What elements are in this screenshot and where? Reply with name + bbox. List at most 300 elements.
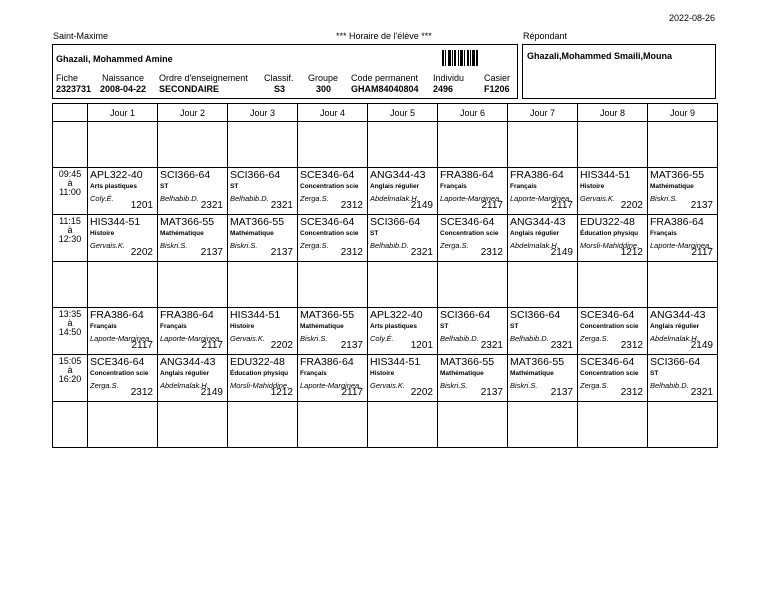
time-line: 15:05 — [58, 356, 82, 366]
empty-cell — [578, 402, 648, 448]
field-value: GHAM84040804 — [351, 84, 419, 94]
course-subject: Histoire — [90, 230, 115, 237]
course-code: SCE346-64 — [90, 356, 145, 368]
course-subject: Histoire — [580, 183, 605, 190]
course-block — [508, 168, 577, 212]
course-block — [368, 308, 437, 352]
course-cell — [438, 215, 508, 262]
day-header: Jour 6 — [438, 104, 508, 122]
course-block — [228, 168, 297, 212]
course-cell — [228, 168, 298, 215]
course-teacher: Abdelmalak.H. — [510, 241, 559, 250]
course-teacher: Belhabib.D. — [230, 194, 269, 203]
course-code: EDU322-48 — [580, 216, 635, 228]
course-teacher: Biskri.S. — [510, 381, 538, 390]
course-cell — [298, 215, 368, 262]
course-code: HIS344-51 — [230, 309, 281, 321]
course-block — [438, 168, 507, 212]
field-label: Groupe — [308, 73, 339, 83]
empty-period-row — [53, 262, 718, 308]
time-line: 11:15 — [59, 216, 81, 226]
course-code: MAT366-55 — [440, 356, 495, 368]
course-room: 1212 — [270, 387, 293, 398]
course-subject: Concentration scie — [300, 230, 359, 237]
course-block — [158, 168, 227, 212]
field-value: 2323731 — [56, 84, 92, 94]
course-code: APL322-40 — [90, 169, 143, 181]
time-line: 13:35 — [58, 309, 82, 319]
course-code: APL322-40 — [370, 309, 423, 321]
course-subject: Mathématique — [230, 230, 274, 237]
course-subject: Mathématique — [510, 370, 554, 377]
empty-cell — [158, 402, 228, 448]
field-value: 2008-04-22 — [100, 84, 147, 94]
course-cell — [508, 215, 578, 262]
empty-cell — [298, 122, 368, 168]
course-subject: Anglais régulier — [650, 323, 700, 330]
course-cell — [298, 355, 368, 402]
course-code: FRA386-64 — [90, 309, 144, 321]
course-teacher: Gervais.K. — [90, 241, 126, 250]
course-code: ANG344-43 — [650, 309, 706, 321]
time-cell — [53, 215, 88, 262]
period-row — [53, 215, 718, 262]
empty-cell — [158, 122, 228, 168]
course-teacher: Gervais.K. — [370, 381, 406, 390]
course-room: 2312 — [130, 387, 153, 398]
course-block — [438, 215, 507, 259]
course-block — [578, 308, 647, 352]
empty-cell — [53, 402, 88, 448]
empty-cell — [368, 262, 438, 308]
course-cell — [648, 308, 718, 355]
empty-cell — [438, 402, 508, 448]
course-room: 2321 — [690, 387, 713, 398]
course-cell — [228, 355, 298, 402]
day-header: Jour 2 — [158, 104, 228, 122]
course-cell — [228, 308, 298, 355]
course-teacher: Zerga.S. — [300, 241, 329, 250]
course-code: HIS344-51 — [90, 216, 141, 228]
course-block — [508, 355, 577, 399]
course-room: 2312 — [480, 247, 503, 258]
course-subject: Histoire — [230, 323, 255, 330]
course-block — [88, 215, 157, 259]
course-code: MAT366-55 — [510, 356, 565, 368]
course-cell — [158, 308, 228, 355]
course-teacher: Gervais.K. — [230, 334, 266, 343]
schedule-grid — [52, 103, 717, 593]
course-subject: Concentration scie — [580, 370, 639, 377]
course-block — [88, 355, 157, 399]
day-header-row — [53, 104, 718, 122]
course-code: HIS344-51 — [370, 356, 421, 368]
course-code: SCE346-64 — [580, 356, 635, 368]
field-value: SECONDAIRE — [159, 84, 220, 94]
field-value: 300 — [316, 84, 332, 94]
course-teacher: Laporte-Marginea. — [440, 194, 502, 203]
schedule-table — [52, 103, 718, 448]
course-room: 2321 — [480, 340, 503, 351]
course-code: EDU322-48 — [230, 356, 285, 368]
course-room: 2117 — [131, 340, 153, 351]
course-block — [648, 355, 717, 399]
field-value: F1206 — [484, 84, 510, 94]
course-teacher: Abdelmalak.H. — [370, 194, 419, 203]
course-cell — [158, 215, 228, 262]
course-code: SCI366-64 — [160, 169, 211, 181]
course-cell — [578, 215, 648, 262]
course-cell — [438, 355, 508, 402]
empty-cell — [438, 122, 508, 168]
course-subject: Anglais régulier — [160, 370, 210, 377]
course-room: 2137 — [270, 247, 293, 258]
school-name: Saint-Maxime — [53, 31, 109, 41]
course-teacher: Zerga.S. — [440, 241, 469, 250]
course-code: FRA386-64 — [300, 356, 354, 368]
course-block — [368, 215, 437, 259]
respondent-names: Ghazali,Mohammed Smaili,Mouna — [527, 51, 673, 61]
empty-period-row — [53, 402, 718, 448]
day-header: Jour 7 — [508, 104, 578, 122]
course-code: SCE346-64 — [580, 309, 635, 321]
empty-cell — [158, 262, 228, 308]
time-cell — [53, 168, 88, 215]
course-room: 2312 — [620, 387, 643, 398]
course-cell — [88, 355, 158, 402]
course-subject: ST — [160, 183, 169, 190]
course-teacher: Belhabib.D. — [370, 241, 409, 250]
field-label: Individu — [433, 73, 465, 83]
course-room: 1201 — [410, 340, 433, 351]
time-cell — [53, 355, 88, 402]
course-block — [578, 215, 647, 259]
respondent-label: Répondant — [523, 31, 568, 41]
course-subject: Mathématique — [300, 323, 344, 330]
day-header: Jour 3 — [228, 104, 298, 122]
field-value: S3 — [274, 84, 286, 94]
empty-cell — [648, 262, 718, 308]
day-header: Jour 8 — [578, 104, 648, 122]
course-room: 1212 — [620, 247, 643, 258]
course-room: 2202 — [410, 387, 433, 398]
day-header: Jour 9 — [648, 104, 718, 122]
course-room: 2117 — [551, 200, 573, 211]
course-room: 2312 — [620, 340, 643, 351]
course-cell — [648, 168, 718, 215]
course-block — [508, 215, 577, 259]
course-block — [298, 308, 367, 352]
course-block — [368, 168, 437, 212]
course-subject: Éducation physiqu — [580, 230, 639, 237]
empty-cell — [53, 122, 88, 168]
empty-cell — [228, 122, 298, 168]
course-room: 2149 — [550, 247, 573, 258]
course-code: ANG344-43 — [370, 169, 426, 181]
barcode-icon — [442, 50, 512, 66]
field-label: Naissance — [102, 73, 145, 83]
course-block — [298, 168, 367, 212]
course-cell — [298, 168, 368, 215]
empty-cell — [508, 402, 578, 448]
day-header: Jour 4 — [298, 104, 368, 122]
time-line: 11:00 — [59, 187, 81, 197]
course-cell — [648, 215, 718, 262]
period-row — [53, 168, 718, 215]
course-teacher: Gervais.K. — [580, 194, 616, 203]
empty-period-row — [53, 122, 718, 168]
time-line: à — [67, 318, 73, 328]
empty-cell — [228, 262, 298, 308]
course-teacher: Biskri.S. — [160, 241, 188, 250]
course-cell — [228, 215, 298, 262]
course-subject: Concentration scie — [300, 183, 359, 190]
respondent-box — [522, 44, 716, 99]
course-block — [648, 168, 717, 212]
course-block — [578, 168, 647, 212]
course-room: 2117 — [481, 200, 503, 211]
course-cell — [158, 355, 228, 402]
course-room: 2321 — [550, 340, 573, 351]
course-cell — [88, 215, 158, 262]
course-block — [158, 308, 227, 352]
course-code: SCE346-64 — [440, 216, 495, 228]
course-block — [368, 355, 437, 399]
course-subject: Concentration scie — [90, 370, 149, 377]
field-label: Ordre d'enseignement — [159, 73, 248, 83]
course-block — [228, 355, 297, 399]
course-room: 2321 — [200, 200, 223, 211]
field-label: Fiche — [56, 73, 79, 83]
empty-cell — [508, 262, 578, 308]
empty-cell — [648, 402, 718, 448]
period-time — [53, 215, 87, 244]
course-room: 2202 — [130, 247, 153, 258]
course-room: 2149 — [410, 200, 433, 211]
period-time — [53, 308, 87, 337]
course-cell — [88, 168, 158, 215]
course-subject: ST — [510, 323, 519, 330]
course-cell — [508, 355, 578, 402]
field-label: Casier — [484, 73, 511, 83]
period-row — [53, 308, 718, 355]
course-block — [438, 308, 507, 352]
course-code: SCI366-64 — [370, 216, 421, 228]
course-block — [508, 308, 577, 352]
course-block — [228, 308, 297, 352]
course-room: 1201 — [130, 200, 153, 211]
course-room: 2137 — [340, 340, 363, 351]
course-teacher: Morsli-Mahiddine. — [580, 241, 640, 250]
course-subject: Concentration scie — [440, 230, 499, 237]
empty-cell — [298, 402, 368, 448]
course-subject: Français — [440, 183, 467, 190]
course-subject: Anglais régulier — [510, 230, 560, 237]
course-subject: ST — [370, 230, 379, 237]
period-time — [53, 355, 87, 384]
course-teacher: Abdelmalak.H. — [160, 381, 209, 390]
course-teacher: Coly.É. — [90, 194, 114, 203]
time-line: à — [67, 178, 73, 188]
course-subject: Français — [300, 370, 327, 377]
course-subject: Mathématique — [440, 370, 484, 377]
empty-cell — [648, 122, 718, 168]
course-subject: ST — [650, 370, 659, 377]
course-teacher: Biskri.S. — [440, 381, 468, 390]
empty-cell — [228, 402, 298, 448]
empty-cell — [578, 262, 648, 308]
print-date: 2022-08-26 — [669, 13, 716, 23]
course-subject: Arts plastiques — [90, 183, 137, 190]
course-cell — [368, 308, 438, 355]
course-subject: Anglais régulier — [370, 183, 420, 190]
course-block — [648, 308, 717, 352]
course-cell — [578, 355, 648, 402]
time-cell — [53, 308, 88, 355]
course-subject: Français — [510, 183, 537, 190]
course-code: SCI366-64 — [510, 309, 561, 321]
course-teacher: Zerga.S. — [300, 194, 329, 203]
course-teacher: Belhabib.D. — [160, 194, 199, 203]
course-room: 2117 — [341, 387, 363, 398]
course-code: MAT366-55 — [300, 309, 355, 321]
course-room: 2137 — [200, 247, 223, 258]
course-subject: Français — [160, 323, 187, 330]
course-subject: Histoire — [370, 370, 395, 377]
course-room: 2321 — [270, 200, 293, 211]
course-code: FRA386-64 — [510, 169, 564, 181]
course-room: 2321 — [410, 247, 433, 258]
course-teacher: Laporte-Marginea. — [650, 241, 712, 250]
course-room: 2202 — [620, 200, 643, 211]
time-line: 12:30 — [58, 234, 82, 244]
empty-cell — [368, 402, 438, 448]
course-block — [88, 168, 157, 212]
course-teacher: Coly.É. — [370, 334, 394, 343]
course-cell — [158, 168, 228, 215]
document-title: *** Horaire de l'élève *** — [336, 31, 432, 41]
course-cell — [578, 308, 648, 355]
course-teacher: Biskri.S. — [650, 194, 678, 203]
course-code: HIS344-51 — [580, 169, 631, 181]
course-code: ANG344-43 — [510, 216, 566, 228]
course-subject: ST — [230, 183, 239, 190]
course-code: FRA386-64 — [440, 169, 494, 181]
course-cell — [648, 355, 718, 402]
course-room: 2137 — [550, 387, 573, 398]
course-room: 2117 — [201, 340, 223, 351]
day-header: Jour 5 — [368, 104, 438, 122]
course-teacher: Laporte-Marginea. — [160, 334, 222, 343]
empty-cell — [298, 262, 368, 308]
course-code: MAT366-55 — [160, 216, 215, 228]
course-room: 2202 — [270, 340, 293, 351]
empty-cell — [88, 402, 158, 448]
course-code: SCI366-64 — [650, 356, 701, 368]
course-subject: Éducation physiqu — [230, 370, 289, 377]
course-teacher: Laporte-Marginea. — [300, 381, 362, 390]
course-cell — [508, 308, 578, 355]
course-block — [158, 355, 227, 399]
course-teacher: Belhabib.D. — [440, 334, 479, 343]
course-subject: Français — [650, 230, 677, 237]
course-teacher: Zerga.S. — [580, 334, 609, 343]
course-block — [88, 308, 157, 352]
course-teacher: Biskri.S. — [230, 241, 258, 250]
course-room: 2312 — [340, 247, 363, 258]
empty-cell — [508, 122, 578, 168]
field-value: 2496 — [433, 84, 454, 94]
course-code: MAT366-55 — [230, 216, 285, 228]
student-name: Ghazali, Mohammed Amine — [56, 54, 173, 64]
course-subject: Mathématique — [650, 183, 694, 190]
course-cell — [368, 215, 438, 262]
time-line: à — [67, 365, 73, 375]
course-teacher: Morsli-Mahiddine. — [230, 381, 290, 390]
course-block — [298, 355, 367, 399]
time-line: à — [67, 225, 73, 235]
course-code: ANG344-43 — [160, 356, 216, 368]
course-subject: Mathématique — [160, 230, 204, 237]
time-line: 09:45 — [58, 169, 82, 179]
course-teacher: Abdelmalak.H. — [650, 334, 699, 343]
course-cell — [368, 168, 438, 215]
course-block — [228, 215, 297, 259]
course-teacher: Biskri.S. — [300, 334, 328, 343]
period-row — [53, 355, 718, 402]
course-room: 2149 — [200, 387, 223, 398]
course-cell — [508, 168, 578, 215]
course-code: SCE346-64 — [300, 216, 355, 228]
course-code: FRA386-64 — [650, 216, 704, 228]
empty-cell — [578, 122, 648, 168]
course-cell — [578, 168, 648, 215]
empty-cell — [88, 122, 158, 168]
period-time — [53, 168, 87, 197]
course-teacher: Belhabib.D. — [650, 381, 689, 390]
empty-cell — [438, 262, 508, 308]
course-teacher: Laporte-Marginea. — [510, 194, 572, 203]
course-cell — [438, 168, 508, 215]
time-line: 14:50 — [58, 327, 82, 337]
course-room: 2137 — [480, 387, 503, 398]
course-code: SCI366-64 — [230, 169, 281, 181]
empty-cell — [368, 122, 438, 168]
course-room: 2149 — [690, 340, 713, 351]
empty-cell — [53, 262, 88, 308]
course-teacher: Laporte-Marginea. — [90, 334, 152, 343]
course-code: SCI366-64 — [440, 309, 491, 321]
course-code: FRA386-64 — [160, 309, 214, 321]
course-cell — [298, 308, 368, 355]
course-block — [298, 215, 367, 259]
empty-cell — [88, 262, 158, 308]
field-label: Classif. — [264, 73, 294, 83]
course-cell — [438, 308, 508, 355]
course-room: 2137 — [690, 200, 713, 211]
course-code: SCE346-64 — [300, 169, 355, 181]
course-room: 2312 — [340, 200, 363, 211]
course-block — [578, 355, 647, 399]
corner-cell — [53, 104, 88, 122]
course-cell — [88, 308, 158, 355]
course-block — [648, 215, 717, 259]
time-line: 16:20 — [58, 374, 82, 384]
course-subject: ST — [440, 323, 449, 330]
course-block — [438, 355, 507, 399]
course-subject: Arts plastiques — [370, 323, 417, 330]
course-cell — [368, 355, 438, 402]
